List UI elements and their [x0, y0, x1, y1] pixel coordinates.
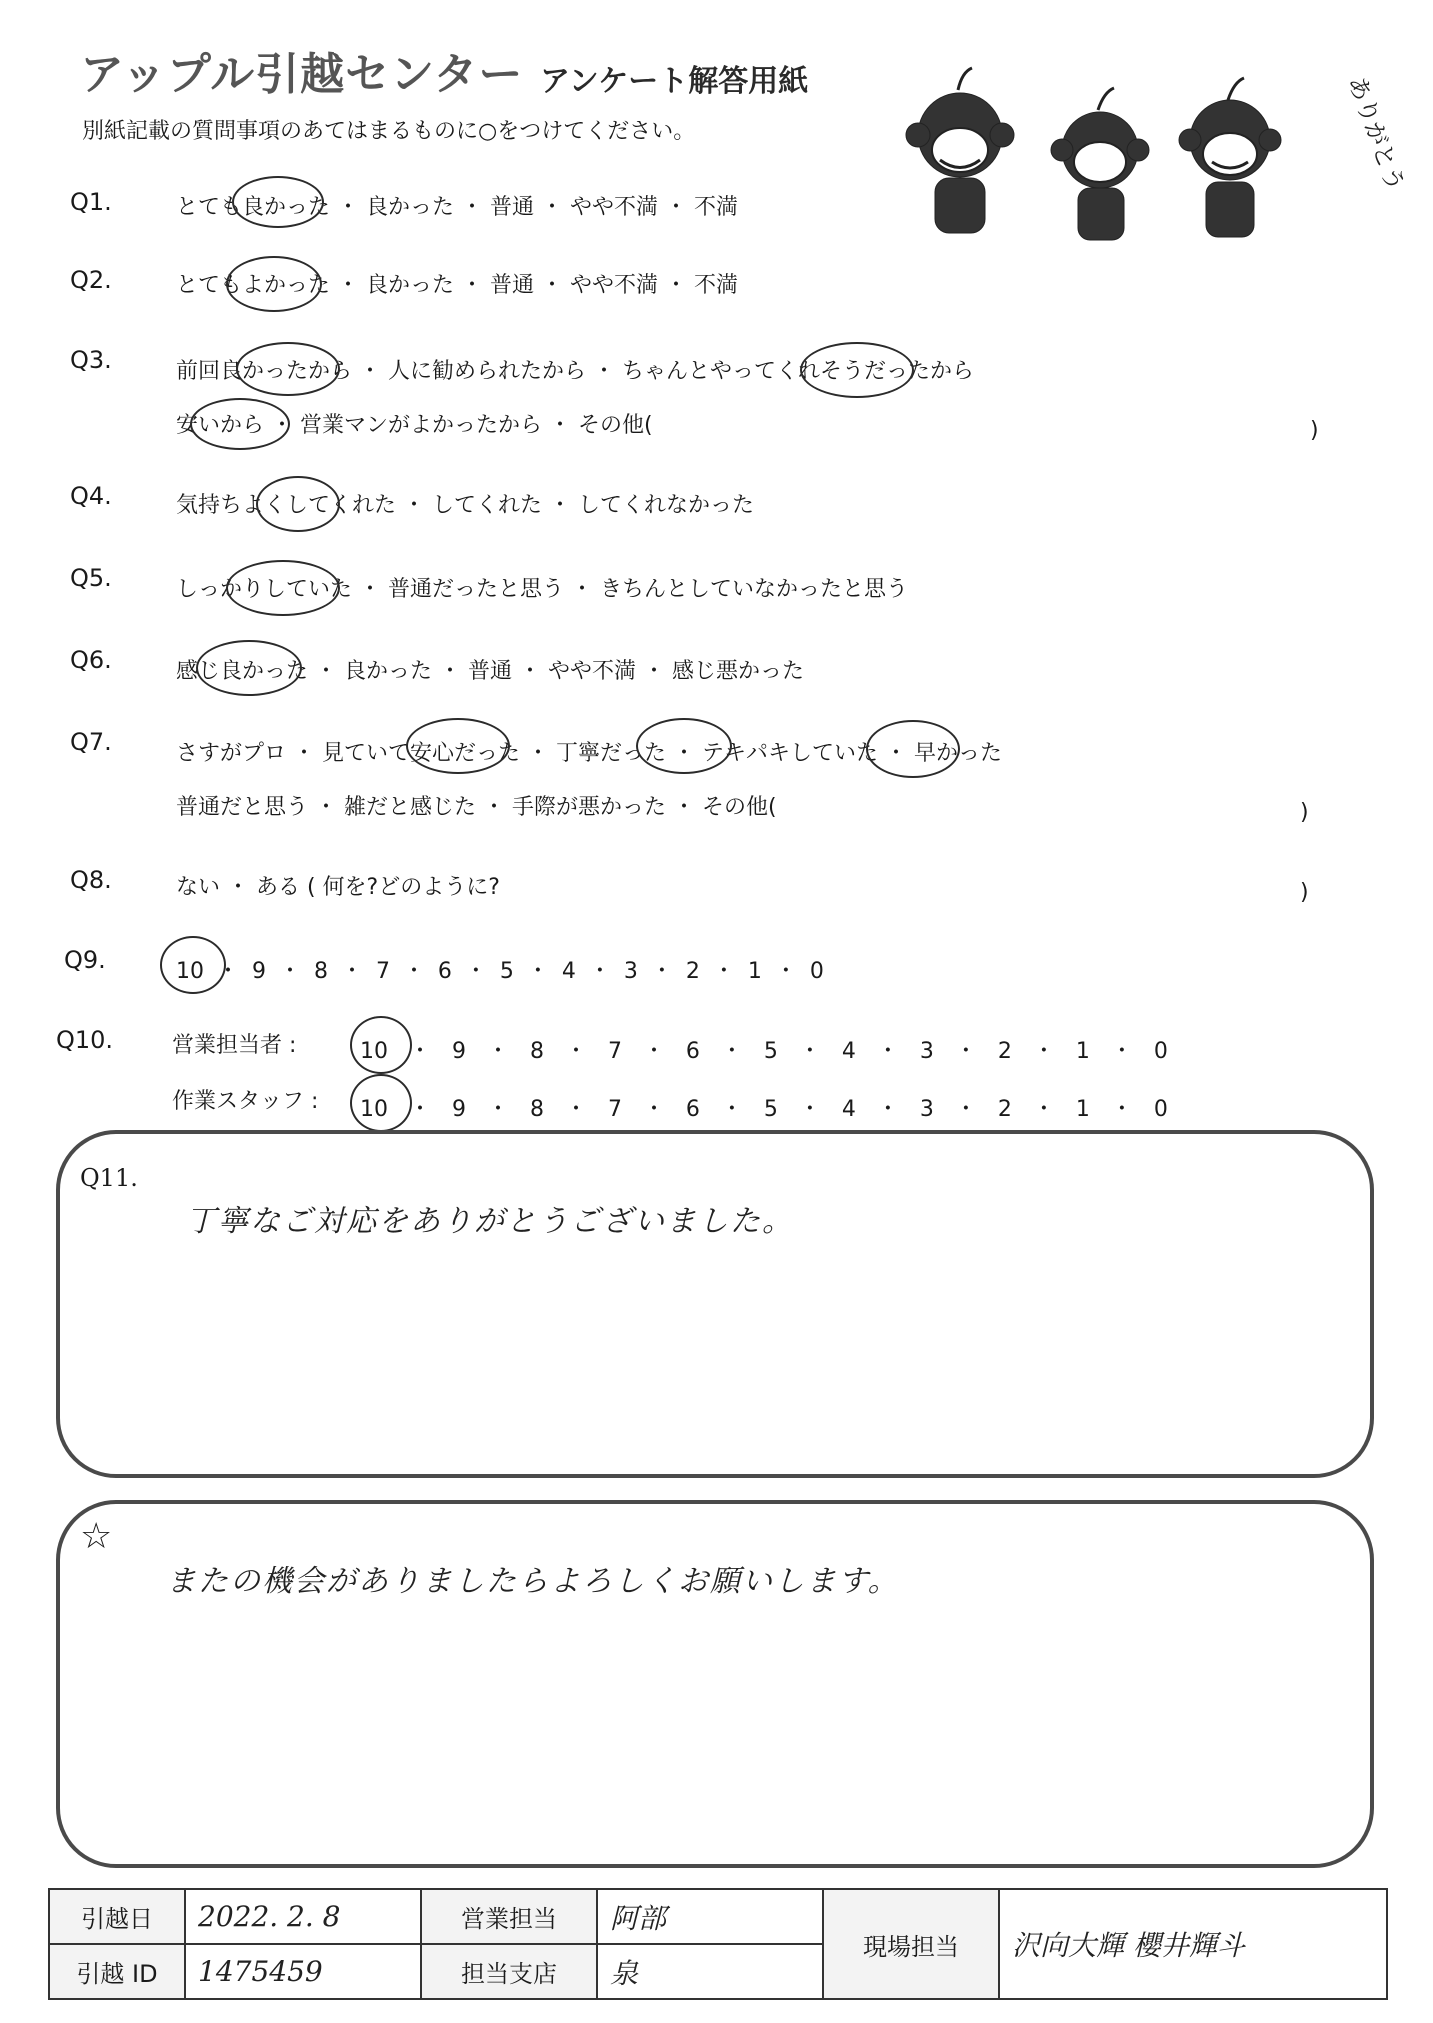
q11-handwritten-answer: 丁寧なご対応をありがとうございました。	[186, 1204, 794, 1239]
q1-label: Q1.	[70, 188, 112, 216]
q9-label: Q9.	[64, 946, 106, 974]
star-icon: ☆	[80, 1516, 113, 1557]
q9-scale: 10 ・ 9 ・ 8 ・ 7 ・ 6 ・ 5 ・ 4 ・ 3 ・ 2 ・ 1 ・ 0	[176, 959, 824, 984]
q8-label: Q8.	[70, 866, 112, 894]
q3-label: Q3.	[70, 346, 112, 374]
q3-selection-circle-2	[800, 342, 914, 398]
q6-options: 感じ良かった ・ 良かった ・ 普通 ・ やや不満 ・ 感じ悪かった	[176, 659, 804, 684]
q10-staff-scale: 10 ・ 9 ・ 8 ・ 7 ・ 6 ・ 5 ・ 4 ・ 3 ・ 2 ・ 1 ・ 0	[360, 1097, 1168, 1122]
q7-label: Q7.	[70, 728, 112, 756]
q7-options-line1: さすがプロ ・ 見ていて安心だった ・ 丁寧だった ・ テキパキしていた ・ 早かった	[176, 741, 1002, 766]
q3-close-paren: )	[1310, 418, 1319, 443]
q11-comment-box	[56, 1130, 1374, 1478]
form-subtitle: アンケート解答用紙	[540, 64, 809, 99]
q7-close-paren: )	[1300, 800, 1309, 825]
sales-label: 営業担当	[421, 1889, 597, 1944]
sales-value: 阿部	[597, 1889, 823, 1944]
q1-selection-circle	[232, 176, 324, 228]
company-title: アップル引越センター	[80, 49, 524, 100]
q7-options-line2: 普通だと思う ・ 雑だと感じた ・ 手際が悪かった ・ その他(	[176, 795, 777, 820]
q8-options: ない ・ ある ( 何を?どのように?	[176, 875, 500, 900]
monkey-3	[1179, 78, 1281, 237]
q10-label: Q10.	[56, 1026, 114, 1054]
q4-selection-circle	[256, 476, 340, 532]
q10-sales-selection-circle	[350, 1016, 412, 1074]
mascot-illustration	[900, 60, 1410, 260]
q2-selection-circle	[226, 256, 322, 312]
q9-selection-circle	[160, 936, 226, 994]
q10-sales-label: 営業担当者 :	[172, 1033, 297, 1058]
q4-label: Q4.	[70, 482, 112, 510]
q3-selection-circle-1	[236, 342, 340, 396]
site-label: 現場担当	[823, 1889, 999, 1999]
q3-options-line1: 前回良かったから ・ 人に勧められたから ・ ちゃんとやってくれそうだったから	[176, 359, 974, 384]
move-id-label: 引越 ID	[49, 1944, 185, 1999]
q1-options: とても良かった ・ 良かった ・ 普通 ・ やや不満 ・ 不満	[176, 195, 738, 220]
q6-label: Q6.	[70, 646, 112, 674]
q5-selection-circle	[226, 560, 340, 616]
site-value: 沢向大輝 櫻井輝斗	[999, 1889, 1387, 1999]
q2-options: とてもよかった ・ 良かった ・ 普通 ・ やや不満 ・ 不満	[176, 273, 738, 298]
q7-selection-circle-3	[866, 720, 960, 778]
q3-options-line2: 安いから ・ 営業マンがよかったから ・ その他(	[176, 413, 653, 438]
q7-selection-circle-2	[636, 718, 732, 774]
move-date-label: 引越日	[49, 1889, 185, 1944]
q10-sales-scale: 10 ・ 9 ・ 8 ・ 7 ・ 6 ・ 5 ・ 4 ・ 3 ・ 2 ・ 1 ・ 0	[360, 1039, 1168, 1064]
q4-options: 気持ちよくしてくれた ・ してくれた ・ してくれなかった	[176, 493, 754, 518]
q3-selection-circle-3	[190, 398, 290, 450]
q10-staff-label: 作業スタッフ :	[172, 1089, 319, 1114]
q7-selection-circle-1	[406, 718, 510, 774]
move-date-value: 2022. 2. 8	[185, 1889, 421, 1944]
monkey-2	[1051, 88, 1149, 240]
q10-staff-selection-circle	[350, 1074, 412, 1132]
branch-value: 泉	[597, 1944, 823, 1999]
q8-close-paren: )	[1300, 880, 1309, 905]
q11-label: Q11.	[80, 1164, 138, 1192]
q6-selection-circle	[196, 640, 302, 696]
monkey-1	[906, 68, 1014, 233]
instruction-text: 別紙記載の質問事項のあてはまるものに○をつけてください。	[82, 119, 696, 144]
move-id-value: 1475459	[185, 1944, 421, 1999]
thanks-text: ありがとう	[1342, 72, 1410, 195]
q5-options: しっかりしていた ・ 普通だったと思う ・ きちんとしていなかったと思う	[176, 577, 908, 602]
star-handwritten-answer: またの機会がありましたらよろしくお願いします。	[166, 1564, 900, 1599]
footer-info-table	[48, 1888, 1388, 2000]
q5-label: Q5.	[70, 564, 112, 592]
q2-label: Q2.	[70, 266, 112, 294]
branch-label: 担当支店	[421, 1944, 597, 1999]
